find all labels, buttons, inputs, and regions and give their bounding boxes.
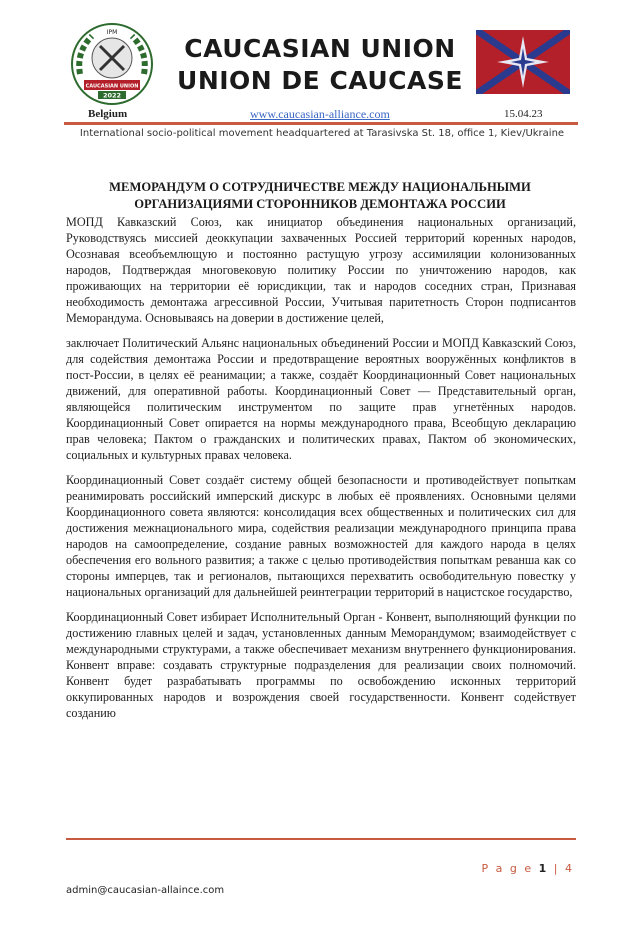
body-paragraph: заключает Политический Альянс национальных объединений России и МОПД Кавказский Союз, для содействия демонтажа России и предотвращение вероятных вооружённых конфликтов в пост-России, в целях её реанимации; а также, создаёт Координационный Совет национальных движений, для оперативной работы. Координационный Совет — Представительный орган, являющейся политическим инструментом по защите прав угнетённых народов. Координационный Совет опирается на нормы международного права, Всеобщую декларацию прав человека; Пактом о гражданских и политических правах, Пактом об экономических, социальных и культурных правах человека. <box>66 336 576 462</box>
memorandum-title-line2: ОРГАНИЗАЦИЯМИ СТОРОННИКОВ ДЕМОНТАЖА РОССИИ <box>134 197 506 211</box>
page-current: 1 <box>538 862 549 875</box>
logo-top-text: IPM <box>106 29 118 36</box>
body-paragraph: МОПД Кавказский Союз, как инициатор объединения национальных организаций, Руководствуясь миссией деоккупации захваченных Россией территорий коренных народов, Осознавая всеобъемлющую и постоянно растущую угрозу ассимиляции колонизованных народов, Подтверждая многовековую политику России по уничтожению народов, как проживающих на территории её юрисдикции, так и народов соседних стран, Признавая необходимость демонтажа агрессивной России, Учитывая паритетность Сторон подписантов Меморандума. Основываясь на доверии в достижение целей, <box>66 215 576 325</box>
website-link[interactable]: www.caucasian-alliance.com <box>250 107 390 121</box>
memorandum-title-line1: МЕМОРАНДУМ О СОТРУДНИЧЕСТВЕ МЕЖДУ НАЦИОНАЛЬНЫМИ <box>109 180 531 194</box>
document-date: 15.04.23 <box>504 108 543 120</box>
body-paragraph: Координационный Совет создаёт систему общей безопасности и противодействует попыткам реанимировать российский имперский дискурс в любых её проявлениях. Основными целями Координационного совета являются: консолидация всех общественных и политических сил для достижения межнационального мира, содействия реализации международного принципа права народов на самоопределение, создание равных возможностей для каждого народа в целях обеспечения его вольного развития; а также с целью противодействия попыткам реванша как со стороны имперцев, так и регионалов, пытающихся перехватить освободительную повестку у национальных организаций для дальнейшей реинтеграции территорий в нацистское государство, <box>66 473 576 599</box>
letterhead <box>0 0 640 139</box>
body-paragraph: Координационный Совет избирает Исполнительный Орган - Конвент, выполняющий функции по достижению главных целей и задач, установленных данным Меморандумом; взаимодействует с международными структурами, а также обеспечивает механизм внутреннего функционирования. Конвент вправе: создавать структурные подразделения для реализации своих полномочий. Конвент будет разрабатывать программы по освобождению исконных территорий оккупированных народов и возрождения своей государственности. Конвент содействует созданию <box>66 610 576 720</box>
logo-year-text: 2022 <box>102 91 122 100</box>
logo-ribbon-text: CAUCASIAN UNION <box>85 83 139 90</box>
contact-email[interactable]: admin@caucasian-allaince.com <box>66 885 225 896</box>
page-label: P a g e <box>481 862 534 875</box>
org-title-line1: CAUCASIAN UNION <box>184 34 456 63</box>
country-label: Belgium <box>88 108 128 120</box>
caucasian-flag-icon <box>476 30 570 94</box>
footer-divider <box>66 838 576 840</box>
page-separator: | <box>553 862 560 875</box>
page-number <box>470 862 574 875</box>
memorandum-body <box>66 214 576 730</box>
header-divider <box>64 122 578 125</box>
org-title-line2: UNION DE CAUCASE <box>177 66 463 95</box>
page-total: 4 <box>565 862 574 875</box>
headquarters-line: International socio-political movement headquartered at Tarasivska St. 18, office 1, Kiev/Ukraine <box>79 128 565 139</box>
memorandum-title <box>66 179 574 213</box>
